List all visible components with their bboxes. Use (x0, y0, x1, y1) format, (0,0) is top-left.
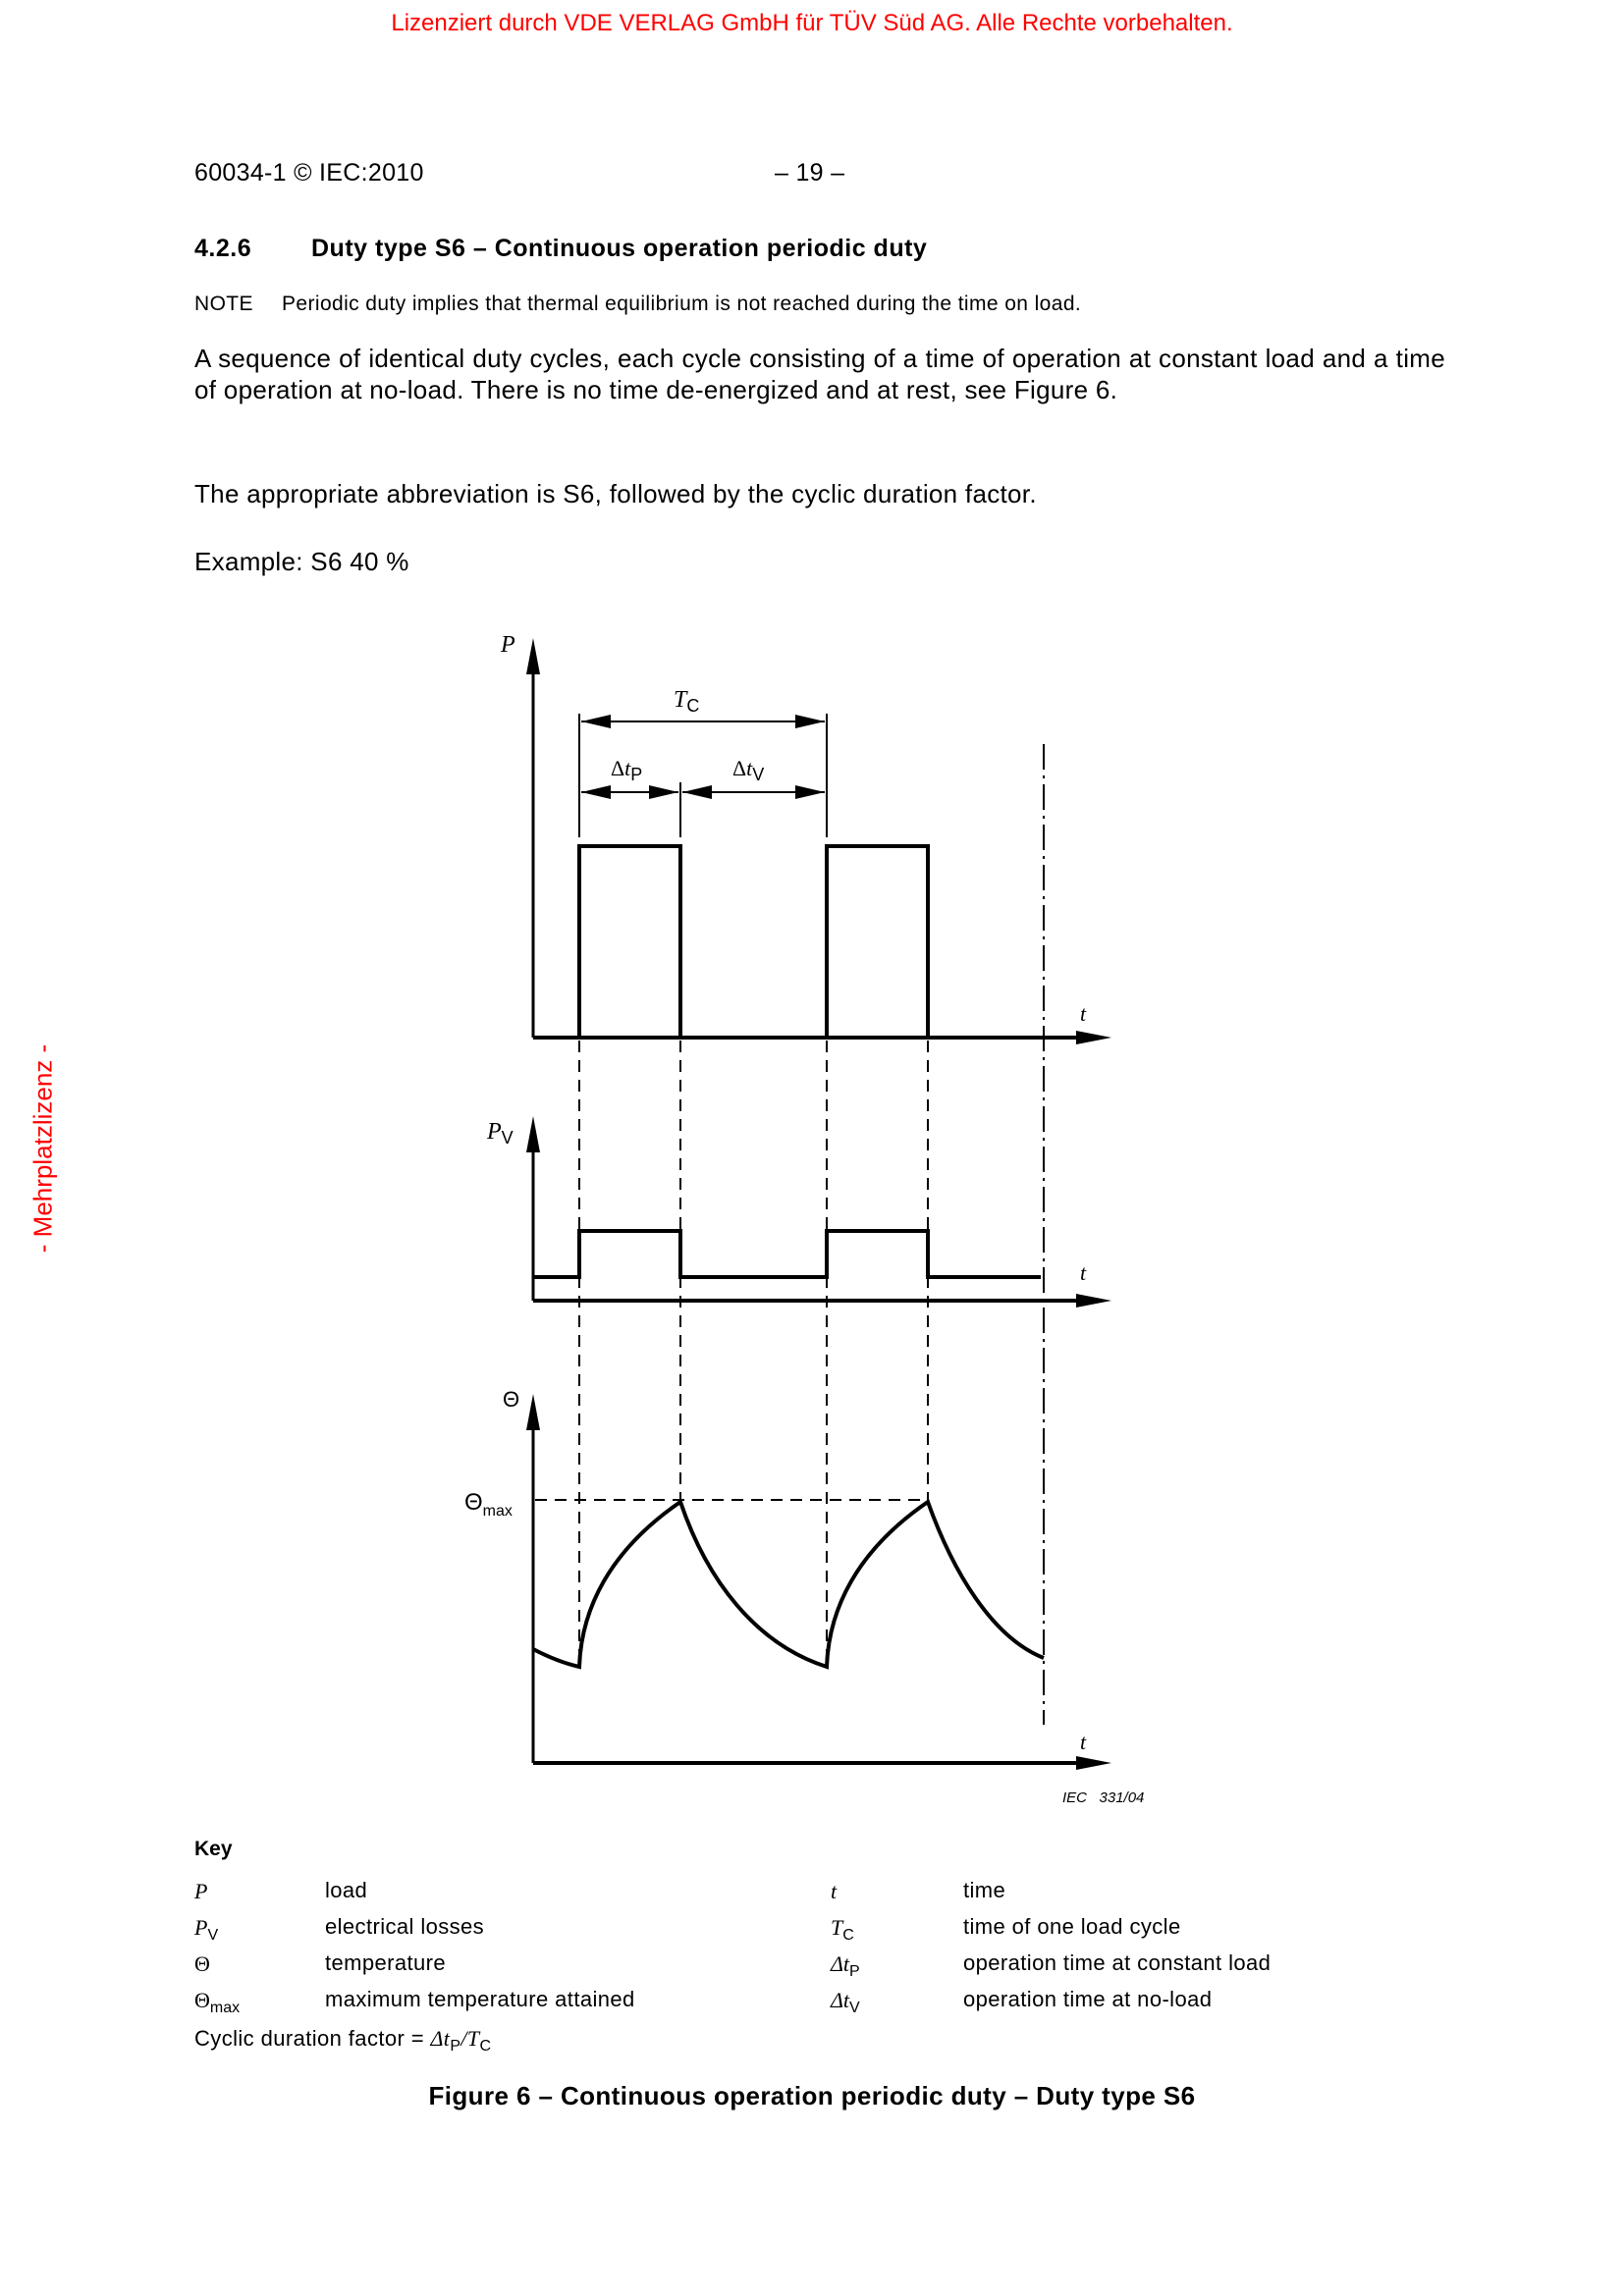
y-axis-arrow-icon (526, 638, 540, 674)
y-axis-arrow-icon (526, 1394, 540, 1430)
key-symbol: $\Theta_{max}$ (194, 1988, 241, 2016)
x-axis-arrow-icon (1076, 1031, 1111, 1044)
section-number: 4.2.6 (194, 235, 252, 262)
x-axis-arrow-icon (1076, 1756, 1111, 1770)
body-paragraph: The appropriate abbreviation is S6, followed by the cyclic duration factor. (194, 479, 1037, 508)
figure-caption: Figure 6 – Continuous operation periodic duty – Duty type S6 (428, 2081, 1196, 2110)
figure-reference: IEC 331/04 (1062, 1789, 1145, 1806)
x-axis-arrow-icon (1076, 1294, 1111, 1308)
note-text: Periodic duty implies that thermal equilibrium is not reached during the time on load. (282, 293, 1082, 315)
dtv-label: $\Delta t_V$ (732, 756, 765, 784)
load-diagram (526, 638, 1111, 1044)
side-license-watermark: - Mehrplatzlizenz - (27, 1043, 58, 1254)
key-heading: Key (194, 1838, 233, 1860)
key-description: load (325, 1878, 368, 1902)
guide-lines (535, 1041, 928, 1667)
document-id: 60034-1 © IEC:2010 (194, 159, 424, 187)
losses-diagram (526, 1116, 1111, 1308)
page-number: – 19 – (775, 159, 845, 187)
body-paragraph: A sequence of identical duty cycles, each cycle consisting of a time of operation at constant load and a time of operation at no-load. There is no time de-energized and at rest, see Figure 6. (194, 344, 1445, 404)
note-label: NOTE (194, 293, 253, 315)
key-description: time of one load cycle (963, 1914, 1181, 1939)
key-description: maximum temperature attained (325, 1987, 635, 2011)
tc-label: $T_C$ (674, 687, 700, 716)
time-axis-label: t (1080, 1260, 1087, 1285)
y-axis-arrow-icon (526, 1116, 540, 1152)
cyclic-duration-factor: Cyclic duration factor = $\Delta t_P/T_C$ (194, 2026, 492, 2055)
key-symbol: Θ (194, 1951, 210, 1976)
temperature-axis-label: Θ (503, 1387, 520, 1412)
dtp-label: $\Delta t_P$ (611, 756, 643, 784)
key-symbol: $\Delta t_P$ (831, 1951, 860, 1980)
key-description: temperature (325, 1950, 447, 1975)
license-watermark: Lizenziert durch VDE VERLAG GmbH für TÜV Süd AG. Alle Rechte vorbehalten. (391, 10, 1233, 36)
section-title: Duty type S6 – Continuous operation periodic duty (311, 235, 928, 262)
key-symbol: $P_V$ (194, 1915, 219, 1944)
key-symbol: $T_C$ (831, 1915, 854, 1944)
temperature-diagram (526, 1394, 1111, 1770)
key-symbol: $\Delta t_V$ (831, 1988, 860, 2016)
losses-axis-label: $P_V$ (487, 1119, 514, 1148)
theta-max-label: $\Theta_{max}$ (464, 1489, 513, 1520)
key-symbol: P (194, 1879, 208, 1903)
body-paragraph-example: Example: S6 40 % (194, 547, 409, 576)
key-description: time (963, 1878, 1006, 1902)
time-axis-label: t (1080, 1001, 1087, 1026)
key-description: operation time at constant load (963, 1950, 1272, 1975)
key-symbol: t (831, 1879, 838, 1903)
time-axis-label: t (1080, 1730, 1087, 1754)
key-description: electrical losses (325, 1914, 485, 1939)
key-description: operation time at no-load (963, 1987, 1213, 2011)
load-axis-label: P (501, 632, 515, 658)
